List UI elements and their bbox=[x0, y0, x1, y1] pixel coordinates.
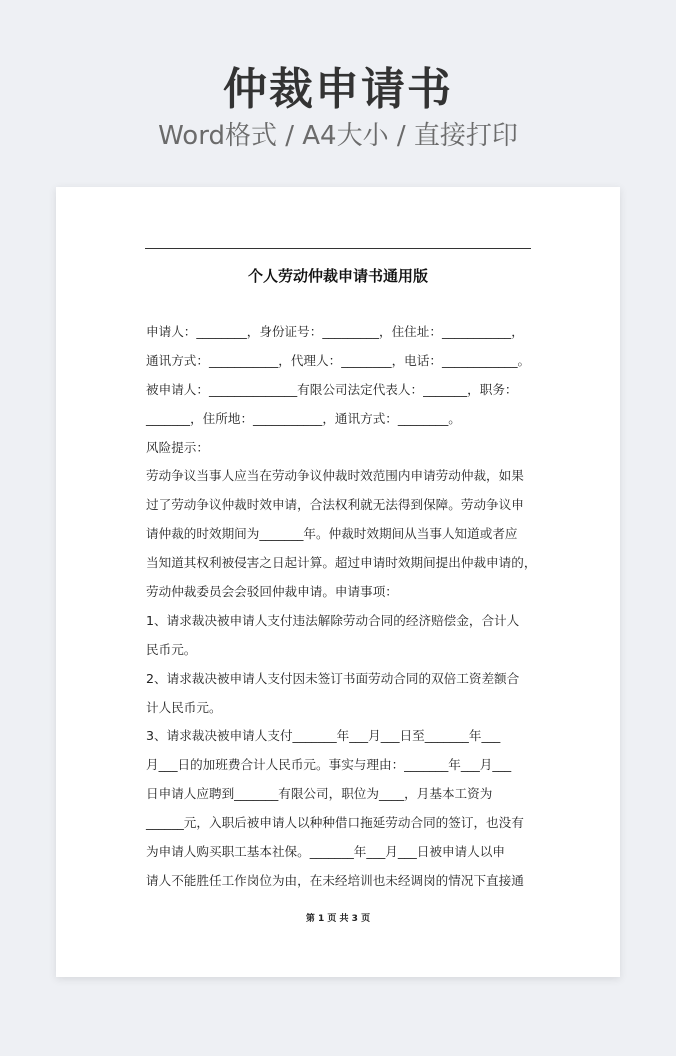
body-line: 劳动仲裁委员会会驳回仲裁申请。申请事项： bbox=[146, 584, 398, 600]
header-rule bbox=[145, 248, 531, 249]
body-line: 过了劳动争议仲裁时效申请，合法权利就无法得到保障。劳动争议申 bbox=[146, 497, 524, 513]
page-number: 第 1 页 共 3 页 bbox=[305, 914, 371, 924]
banner-title: 仲裁申请书 bbox=[223, 64, 453, 115]
document-body bbox=[146, 318, 546, 896]
body-line: 请人不能胜任工作岗位为由，在未经培训也未经调岗的情况下直接通 bbox=[146, 872, 524, 888]
banner-subtitle: Word格式 / A4大小 / 直接打印 bbox=[158, 121, 518, 151]
body-line: 劳动争议当事人应当在劳动争议仲裁时效范围内申请劳动仲裁，如果 bbox=[146, 468, 524, 484]
body-line: 风险提示： bbox=[146, 439, 209, 455]
body-line: 计人民币元。 bbox=[146, 699, 222, 715]
document-page bbox=[56, 187, 620, 977]
body-line: 1、请求裁决被申请人支付违法解除劳动合同的经济赔偿金，合计人 bbox=[146, 612, 520, 628]
body-line: ______元，入职后被申请人以种种借口拖延劳动合同的签订，也没有 bbox=[146, 815, 524, 831]
body-line: 2、请求裁决被申请人支付因未签订书面劳动合同的双倍工资差额合 bbox=[146, 670, 520, 686]
body-line: 通讯方式：___________，代理人：________，电话：____________。 bbox=[146, 352, 531, 368]
body-line: _______，住所地：___________，通讯方式：________。 bbox=[146, 410, 461, 426]
body-line: 当知道其权利被侵害之日起计算。超过申请时效期间提出仲裁申请的， bbox=[146, 555, 537, 571]
body-line: 申请人：________，身份证号：_________，住住址：___________， bbox=[146, 324, 524, 339]
body-line: 被申请人：______________有限公司法定代表人：_______，职务： bbox=[146, 381, 518, 397]
document-title: 个人劳动仲裁申请书通用版 bbox=[247, 267, 428, 285]
body-line: 请仲裁的时效期间为_______年。仲裁时效期间从当事人知道或者应 bbox=[146, 526, 518, 542]
body-line: 民币元。 bbox=[146, 641, 197, 657]
body-line: 日申请人应聘到_______有限公司，职位为____，月基本工资为 bbox=[146, 786, 493, 802]
body-line: 月___日的加班费合计人民币元。事实与理由：_______年___月___ bbox=[146, 757, 512, 773]
body-line: 为申请人购买职工基本社保。_______年___月___日被申请人以申 bbox=[146, 844, 505, 860]
body-line: 3、请求裁决被申请人支付_______年___月___日至_______年___ bbox=[146, 728, 501, 744]
